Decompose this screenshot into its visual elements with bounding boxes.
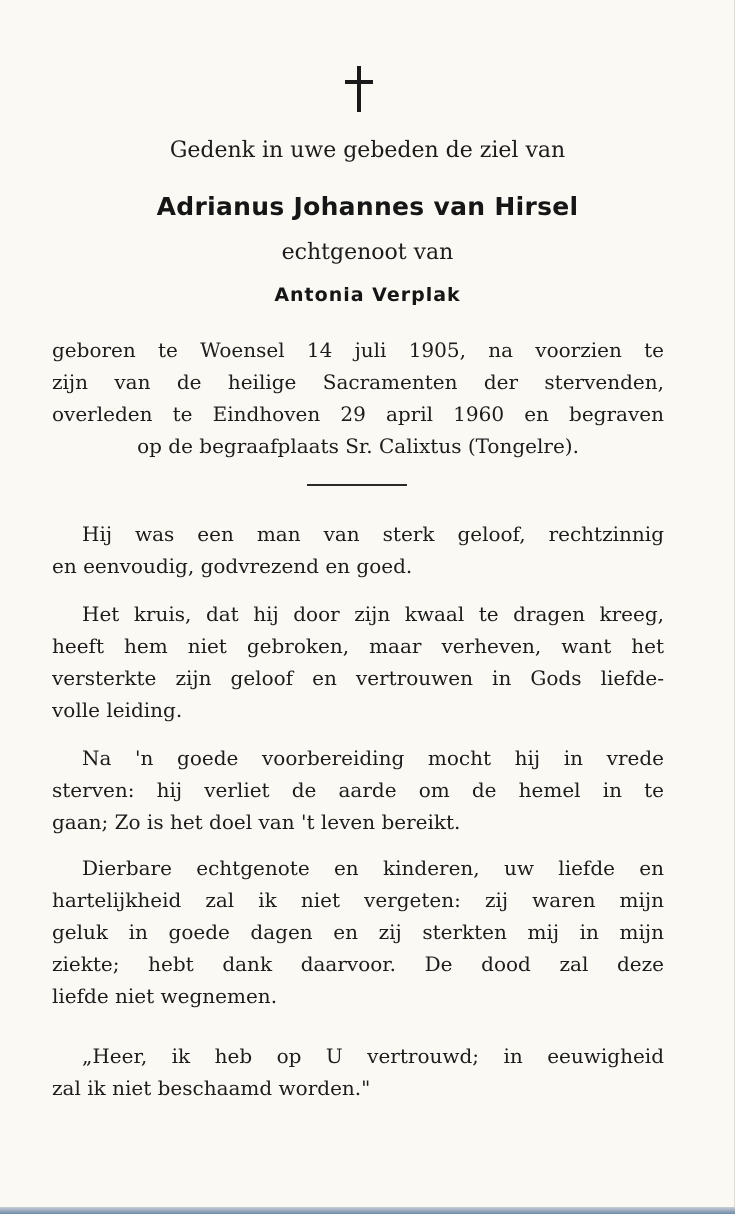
divider xyxy=(307,484,407,486)
bio-line: geboren te Woensel 14 juli 1905, na voorzien te xyxy=(52,338,664,362)
intro-text: Gedenk in uwe gebeden de ziel van xyxy=(169,138,566,163)
paragraph-cross xyxy=(52,598,664,726)
paragraph-line: „Heer, ik heb op U vertrouwd; in eeuwigheid xyxy=(82,1044,664,1068)
paragraph-line: ziekte; hebt dank daarvoor. De dood zal deze xyxy=(52,952,664,976)
bio-line: zijn van de heilige Sacramenten der stervenden, xyxy=(52,370,664,394)
paragraph-line: Na 'n goede voorbereiding mocht hij in vrede xyxy=(82,746,664,770)
cross-icon xyxy=(342,66,376,114)
paragraph-prayer xyxy=(52,1040,664,1104)
paragraph-line: Hij was een man van sterk geloof, rechtzinnig xyxy=(82,522,664,546)
cross-icon-horizontal xyxy=(345,80,373,84)
paragraph-line: geluk in goede dagen en zij sterkten mij in mijn xyxy=(52,920,664,944)
paragraph-line: hartelijkheid zal ik niet vergeten: zij waren mijn xyxy=(52,888,664,912)
paragraph-line: sterven: hij verliet de aarde om de hemel in te xyxy=(52,778,664,802)
paragraph-preparation xyxy=(52,742,664,838)
paragraph-line: Dierbare echtgenote en kinderen, uw liefde en xyxy=(82,856,664,880)
paragraph-line: zal ik niet beschaamd worden." xyxy=(52,1076,371,1100)
biography xyxy=(52,334,664,462)
paragraph-line: en eenvoudig, godvrezend en goed. xyxy=(52,554,413,578)
spouse-label: echtgenoot van xyxy=(281,240,454,265)
paragraph-line: versterkte zijn geloof en vertrouwen in Gods liefde- xyxy=(52,666,664,690)
bio-line: overleden te Eindhoven 29 april 1960 en begraven xyxy=(52,402,664,426)
paragraph-line: Het kruis, dat hij door zijn kwaal te dragen kreeg, xyxy=(82,602,664,626)
paragraph-line: gaan; Zo is het doel van 't leven bereikt. xyxy=(52,810,461,834)
cross-icon-vertical xyxy=(357,66,361,112)
paragraph-family xyxy=(52,852,664,1012)
bio-line: op de begraafplaats Sr. Calixtus (Tongelre). xyxy=(137,434,579,458)
deceased-name: Adrianus Johannes van Hirsel xyxy=(156,192,579,221)
paragraph-line: liefde niet wegnemen. xyxy=(52,984,278,1008)
scan-edge xyxy=(0,1207,735,1214)
paragraph-line: volle leiding. xyxy=(52,698,183,722)
paragraph-line: heeft hem niet gebroken, maar verheven, want het xyxy=(52,634,664,658)
paragraph-faith xyxy=(52,518,664,582)
spouse-name: Antonia Verplak xyxy=(274,284,461,306)
